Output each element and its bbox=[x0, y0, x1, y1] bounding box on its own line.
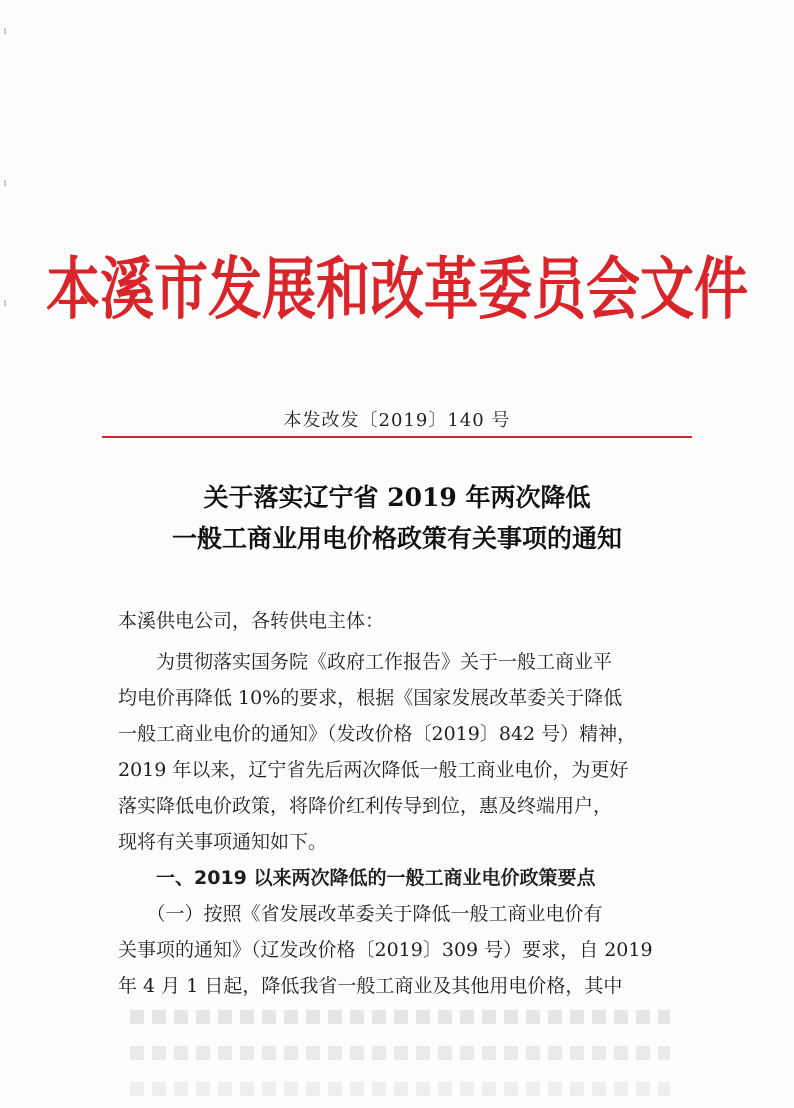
faded-show-through-text bbox=[130, 1082, 670, 1096]
body-line: 2019 年以来，辽宁省先后两次降低一般工商业电价，为更好 bbox=[118, 759, 629, 781]
red-divider-line bbox=[102, 436, 692, 438]
body-line: 均电价再降低 10%的要求，根据《国家发展改革委关于降低 bbox=[118, 687, 623, 709]
body-line: 现将有关事项通知如下。 bbox=[118, 831, 328, 853]
scan-edge-mark bbox=[4, 28, 6, 34]
body-line: 年 4 月 1 日起，降低我省一般工商业及其他用电价格，其中 bbox=[118, 975, 623, 997]
faded-show-through-text bbox=[130, 1010, 670, 1024]
body-line: 为贯彻落实国务院《政府工作报告》关于一般工商业平 bbox=[118, 651, 613, 673]
section-heading: 一、2019 以来两次降低的一般工商业电价政策要点 bbox=[118, 867, 596, 889]
org-header-title: 本溪市发展和改革委员会文件 bbox=[46, 249, 748, 329]
notice-title-line-1: 关于落实辽宁省 2019 年两次降低 bbox=[203, 483, 591, 512]
body-line: 一般工商业电价的通知》（发改价格〔2019〕842 号）精神， bbox=[118, 723, 637, 745]
notice-title-line-2: 一般工商业用电价格政策有关事项的通知 bbox=[171, 524, 622, 553]
document-number: 本发改发〔2019〕140 号 bbox=[283, 410, 511, 431]
body-line: 关事项的通知》（辽发改价格〔2019〕309 号）要求，自 2019 bbox=[118, 939, 653, 961]
faded-show-through-text bbox=[130, 1046, 670, 1060]
body-line: 落实降低电价政策，将降价红利传导到位，惠及终端用户， bbox=[118, 795, 613, 817]
addressee-line: 本溪供电公司，各转供电主体： bbox=[118, 610, 385, 632]
body-line: （一）按照《省发展改革委关于降低一般工商业电价有 bbox=[118, 903, 603, 925]
scan-edge-mark bbox=[4, 180, 6, 186]
